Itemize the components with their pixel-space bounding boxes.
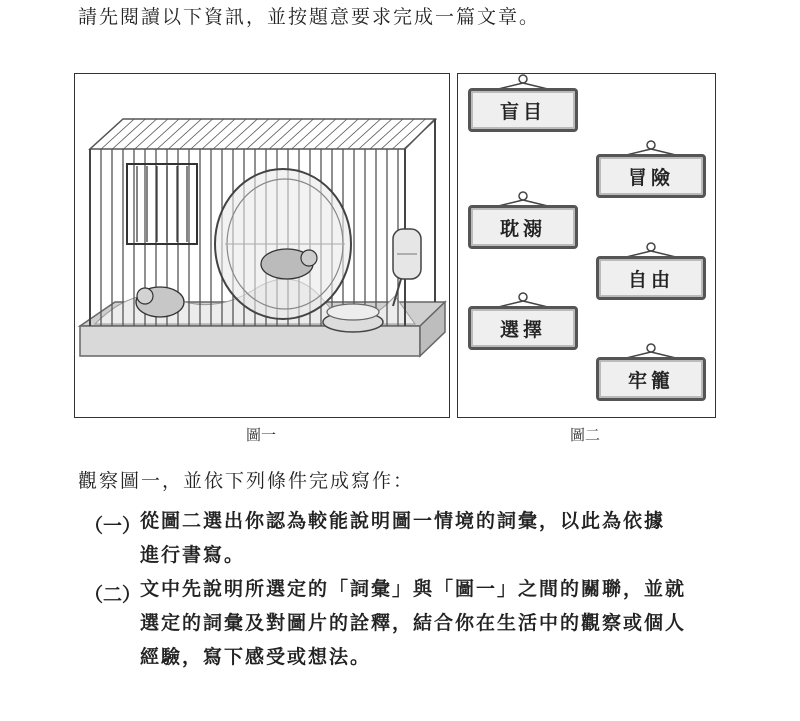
figure-2-caption: 圖二	[570, 426, 601, 444]
sign-word-4: 自由	[596, 256, 706, 300]
task-instruction: 觀察圖一，並依下列條件完成寫作：	[78, 470, 415, 492]
figure-2-frame	[457, 73, 716, 418]
sign-word-6: 牢籠	[596, 357, 706, 401]
condition-2-line-2: 選定的詞彙及對圖片的詮釋，結合你在生活中的觀察或個人	[140, 612, 687, 634]
condition-1-line-1: 從圖二選出你認為較能說明圖一情境的詞彙，以此為依據	[140, 510, 666, 532]
sign-word-2: 冒險	[596, 154, 706, 198]
sign-card	[468, 306, 578, 350]
hamster-cage-illustration	[75, 74, 448, 416]
condition-1-line-2: 進行書寫。	[140, 544, 246, 566]
instructions-intro: 請先閱讀以下資訊，並按題意要求完成一篇文章。	[78, 6, 541, 28]
sign-word-3: 耽溺	[468, 205, 578, 249]
sign-card	[596, 357, 706, 401]
condition-2-number: （二）	[84, 584, 142, 606]
sign-card	[468, 88, 578, 132]
condition-2-line-1: 文中先說明所選定的「詞彙」與「圖一」之間的關聯，並就	[140, 578, 687, 600]
sign-card	[596, 256, 706, 300]
sign-card	[468, 205, 578, 249]
condition-2-line-3: 經驗，寫下感受或想法。	[140, 646, 372, 668]
sign-word-5: 選擇	[468, 306, 578, 350]
sign-card	[596, 154, 706, 198]
figure-1-caption: 圖一	[246, 426, 277, 444]
figure-1-frame	[74, 73, 450, 418]
condition-1-number: （一）	[84, 515, 142, 537]
sign-word-1: 盲目	[468, 88, 578, 132]
